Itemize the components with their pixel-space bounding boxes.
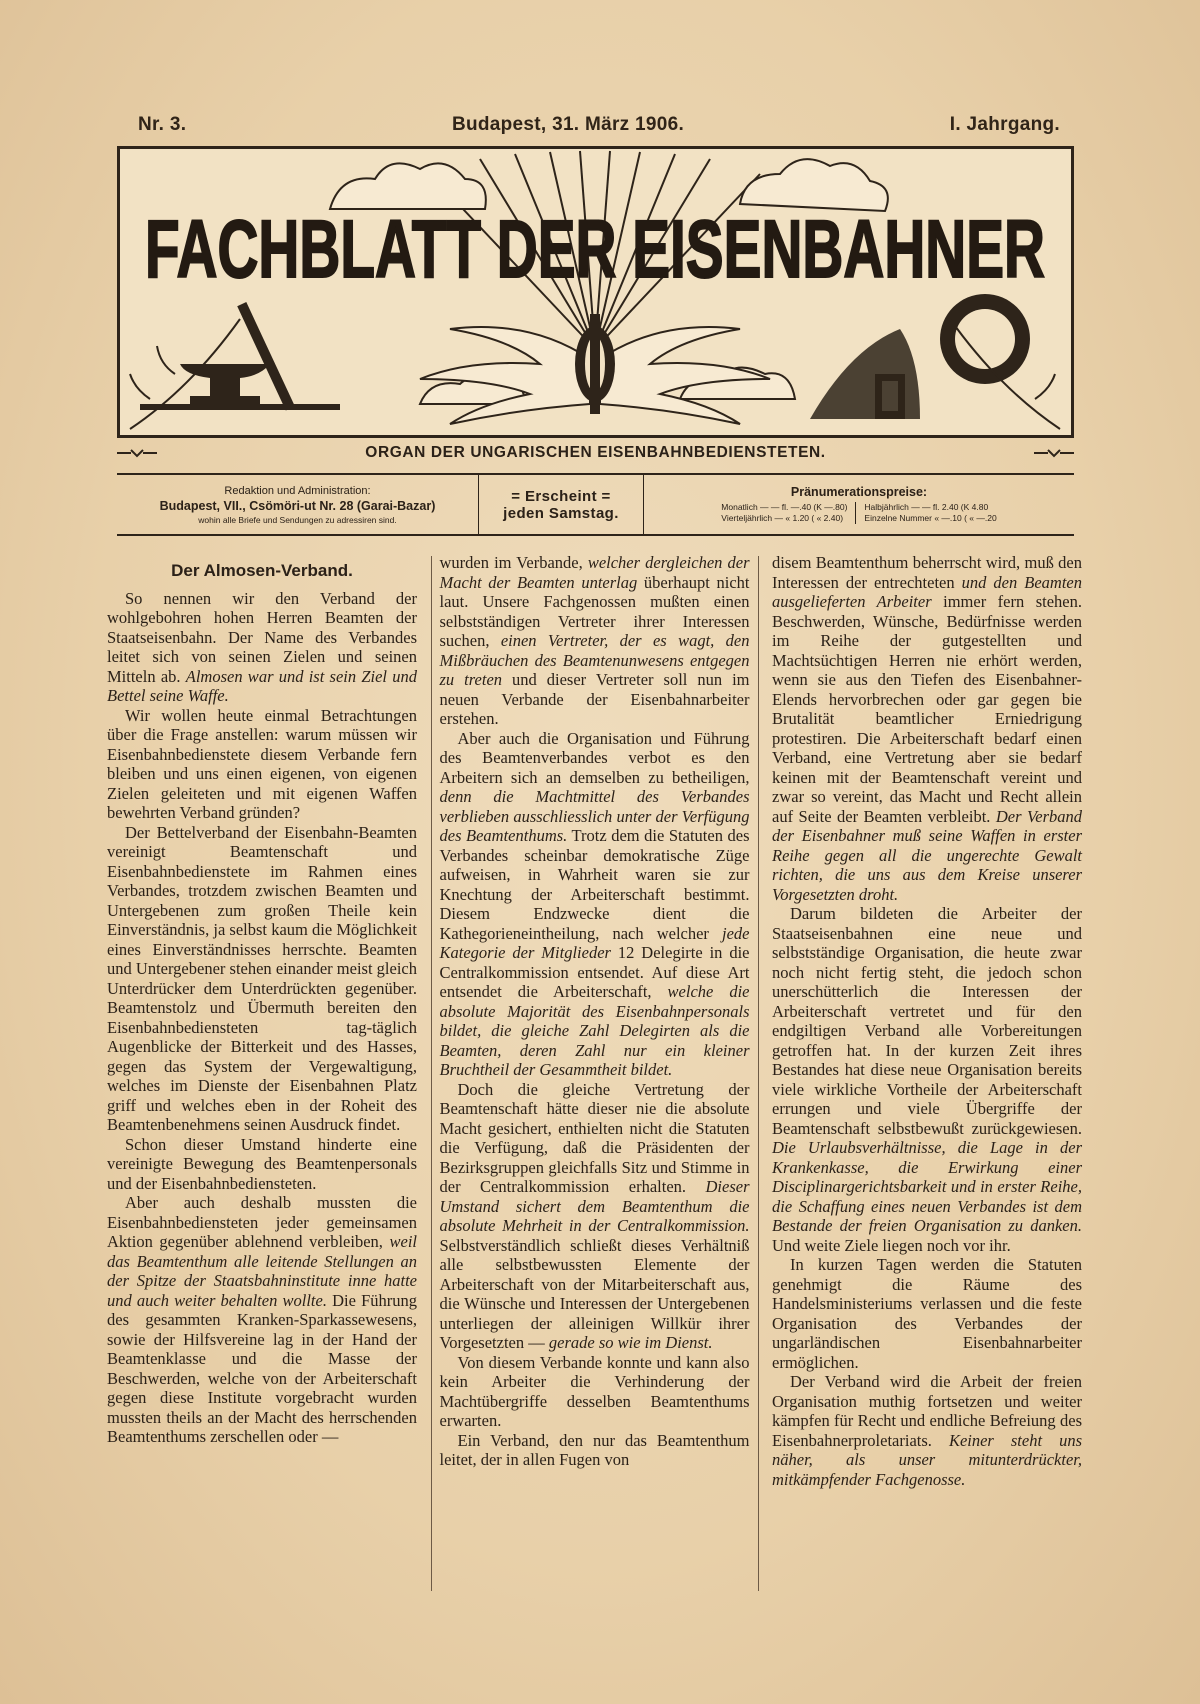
- italic-run: weil das Beamtenthum alle leitende Stellungen an der Spitze der Staatsbahninstitute inne hatte und auch weiter behalten wollte.: [107, 1232, 417, 1310]
- article-paragraph: [107, 706, 417, 823]
- erscheint-line-1: = Erscheint =: [511, 487, 611, 505]
- italic-run: Almosen war und ist sein Ziel und Bettel seine Waffe.: [107, 666, 417, 705]
- article-paragraph: [440, 553, 750, 729]
- price-quarterly: Vierteljährlich — « 1.20 ( « 2.40): [721, 513, 844, 523]
- ornament-left-icon: [117, 448, 157, 458]
- text-run: So nennen wir den Verband der wohlgebohren hohen Herren Beamten der Staatseisenbahn. Der Name des Verbandes leitet sich von seinen Zielen und seinen Mitteln ab.: [107, 588, 417, 686]
- article-paragraph: [772, 1372, 1082, 1489]
- italic-run: Die Urlaubsverhältnisse, die Lage in der Krankenkasse, die Erwirkung einer Disciplinargerichtsbarkeit und in erster Reihe, die Schaffung eines neuen Verbandes ist dem Bestande der freien Organisation zu danken.: [772, 1138, 1082, 1235]
- column-3-body: [772, 553, 1082, 1489]
- redaktion-label: Redaktion und Administration:: [224, 484, 371, 497]
- text-run: Der Bettelverband der Eisenbahn-Beamten vereinigt Beamtenschaft und Eisenbahnbedienstete im Rahmen eines Verbandes, trotzdem zwischen Beamten und Untergebenen zum großen Theile kein Einverständnis, ja selbst kaum die Möglichkeit eines Einverständnisses herrschte. Beamten und Untergebener stehen einander meist gleich Unterdrücker dem Unterdrückten gegenüber. Beamtenstolz und Übermuth bereiten den Eisenbahnbediensteten tag-täglich Augenblicke der Bitterkeit und des Hasses, gegen das System der Vergewaltigung, welches im Dienste der Eisenbahnen Platz griff und welches eben in der Roheit des Beamtenbenehmens seinen Ausdruck findet.: [107, 822, 417, 1134]
- text-run: Doch die gleiche Vertretung der Beamtenschaft hätte dieser nie die absolute Macht gesichert, enthielten nicht die Statuten die Verfügung, daß die Präsidenten der Bezirksgruppen gleichfalls Sitz und Stimme in der Centralkommission erhalten.: [439, 1079, 750, 1196]
- info-box: [117, 473, 1074, 536]
- italic-run: jede Kategorie der Mitglieder: [439, 923, 750, 962]
- article-paragraph: [440, 1353, 750, 1431]
- erscheint-line-2: jeden Samstag.: [503, 504, 619, 522]
- italic-run: gerade so wie im Dienst.: [548, 1333, 713, 1352]
- text-run: Wir wollen heute einmal Betrachtungen über die Frage anstellen: warum müssen wir Eisenbahnbedienstete diesem Verbande fern bleiben und uns einen eigenen, von eigenen Zielen geleiteten und mit eigenen Waffen bewehrten Verband gründen?: [107, 705, 417, 822]
- text-run: Von diesem Verbande konnte und kann also kein Arbeiter die Verhinderung der Machtübergriffe desselben Beamtenthums erwarten.: [439, 1352, 750, 1430]
- sun-disc-icon: [940, 294, 1030, 384]
- masthead-illustration: [117, 146, 1074, 438]
- text-run: wurden im Verbande,: [439, 553, 588, 572]
- price-monthly: Monatlich — — fl. —.40 (K —.80): [721, 502, 848, 512]
- column-1: [107, 553, 417, 1489]
- text-run: Aber auch die Organisation und Führung des Beamtenverbandes verbot es den Arbeitern sich an demselben zu betheiligen,: [439, 728, 750, 787]
- masthead-title: FACHBLATT DER EISENBAHNER: [145, 204, 1045, 295]
- anvil-tools-icon: [140, 302, 340, 410]
- article-paragraph: [772, 553, 1082, 904]
- prices-table: [713, 502, 1004, 524]
- column-2-body: [440, 553, 750, 1470]
- redaktion-cell: [117, 475, 479, 534]
- column-1-body: [107, 589, 417, 1447]
- text-run: und dieser Vertreter soll nun im neuen Verbande der Eisenbahnarbeiter erstehen.: [439, 670, 750, 728]
- winged-wheel-icon: [420, 314, 770, 424]
- article-paragraph: [772, 904, 1082, 1255]
- place-date: Budapest, 31. März 1906.: [451, 114, 685, 135]
- article-paragraph: [107, 589, 417, 706]
- header-line: [138, 114, 1060, 136]
- italic-run: welche die absolute Majorität des Eisenbahnpersonals bildet, die gleiche Zahl Delegirten als die Beamten, deren Zahl nur ein kleiner Bruchtheil der Gesammtheit bildet.: [439, 982, 750, 1079]
- volume: I. Jahrgang.: [949, 114, 1060, 135]
- lantern-icon: [810, 329, 920, 419]
- masthead-artwork: [120, 149, 1071, 435]
- text-run: 12 Delegirte in die Centralkommission entsendet. Auf diese Art entsendet die Arbeiterschaft,: [439, 943, 750, 1001]
- article-paragraph: [440, 1080, 750, 1353]
- italic-run: Keiner steht uns näher, als unser mitunterdrückter, mitkämpfender Fachgenosse.: [772, 1430, 1082, 1489]
- organ-line: [117, 444, 1074, 462]
- text-run: Schon dieser Umstand hinderte eine vereinigte Bewegung des Beamtenpersonals und der Eisenbahnbediensteten.: [107, 1134, 417, 1193]
- issue-number: Nr. 3.: [138, 114, 187, 135]
- redaktion-address: Budapest, VII., Csömöri-ut Nr. 28 (Garai-Bazar): [159, 498, 436, 513]
- text-run: Aber auch deshalb mussten die Eisenbahnbediensteten jeder gemeinsamen Aktion gegenüber ablehnend verbleiben,: [107, 1193, 417, 1251]
- organ-text: ORGAN DER UNGARISCHEN EISENBAHNBEDIENSTETEN.: [365, 444, 826, 461]
- price-halfyear: Halbjährlich — — fl. 2.40 (K 4.80: [864, 502, 989, 512]
- text-run: Ein Verband, den nur das Beamtenthum leitet, der in allen Fugen von: [439, 1430, 750, 1469]
- text-run: überhaupt nicht laut. Unsere Fachgenossen mußten einen selbstständigen Vertreter ihrer Interessen suchen,: [439, 572, 750, 650]
- redaktion-note: wohin alle Briefe und Sendungen zu adressiren sind.: [198, 514, 397, 525]
- italic-run: und den Beamten ausgelieferten Arbeiter: [772, 572, 1082, 611]
- ornament-right-icon: [1034, 448, 1074, 458]
- text-run: Darum bildeten die Arbeiter der Staatseisenbahnen eine neue und selbstständige Organisation, die heute zwar noch nicht fertig steht, die jedoch schon unerschütterlich die Interessen der Arbeiterschaft vertretet und für den endgiltigen Verband alle Vorbereitungen getroffen hat. In der kurzen Zeit ihres Bestandes hat diese neue Organisation bereits viele wirkliche Vortheile der Arbeiterschaft errungen und viele Übergriffe der Beamtenschaft selbstbewußt zurückgewiesen.: [772, 904, 1082, 1138]
- text-run: disem Beamtenthum beherrscht wird, muß den Interessen der entrechteten: [772, 553, 1082, 592]
- prices-title: Pränumerationspreise:: [790, 485, 928, 499]
- italic-run: welcher dergleichen der Macht der Beamten unterlag: [439, 553, 750, 592]
- text-run: Der Verband wird die Arbeit der freien Organisation muthig fortsetzen und weiter kämpfen für Recht und endliche Befreiung des Eisenbahnerproletariats.: [772, 1372, 1082, 1450]
- text-run: Selbstverständlich schließt dieses Verhältniß alle selbstbewussten Elemente der Arbeiterschaft von der Mitarbeiterschaft aus, die Wünsche und Interessen der Untergebenen unterliegen der alleinigen Willkür ihrer Vorgesetzten —: [439, 1235, 750, 1352]
- italic-run: Der Verband der Eisenbahner muß seine Waffen in erster Reihe gegen all die ungerechte Gewalt richten, die uns aus dem Kreise unserer Vorgesetzten droht.: [772, 806, 1082, 904]
- text-run: In kurzen Tagen werden die Statuten genehmigt die Räume des Handelsministeriums verlassen und die feste Organisation des Verbandes der ungarländischen Eisenbahnarbeiter ermöglichen.: [772, 1255, 1082, 1372]
- article-paragraph: [107, 1193, 417, 1447]
- prices-cell: [644, 475, 1074, 534]
- article-paragraph: [440, 1431, 750, 1470]
- italic-run: einen Vertreter, der es wagt, den Mißbräuchen des Beamtenunwesens entgegen zu treten: [439, 631, 750, 689]
- price-single: Einzelne Nummer « —.10 ( « —.20: [864, 513, 997, 523]
- column-2: [440, 553, 750, 1489]
- article-paragraph: [107, 1135, 417, 1194]
- italic-run: denn die Machtmittel des Verbandes verblieben ausschliesslich unter der Verfügung des Beamtenthums.: [439, 787, 750, 845]
- article-columns: [107, 553, 1082, 1489]
- article-paragraph: [440, 729, 750, 1080]
- italic-run: Dieser Umstand sichert dem Beamtenthum die absolute Mehrheit in der Centralkommission.: [439, 1177, 750, 1235]
- text-run: Und weite Ziele liegen noch vor ihr.: [772, 1235, 1011, 1255]
- article-title: Der Almosen-Verband.: [171, 561, 353, 580]
- erscheint-cell: [479, 475, 644, 534]
- article-paragraph: [107, 823, 417, 1135]
- article-paragraph: [772, 1255, 1082, 1372]
- text-run: immer fern stehen. Beschwerden, Wünsche, Bedürfnisse werden im Reihe der gutgestellten und Machtsüchtigen Herren nie erhört werden, wenn sie aus den Tiefen des Eisenbahner-Elends hervorbrechen oder gar gegen bie Brutalität beamtlicher Erniedrigung protestiren. Die Arbeiterschaft bedarf einen Verband, eine Vertretung aber sie bedarf keinen mit der Beamtenschaft vereint und zwar so vereint, das Macht und Recht allein auf Seite der Beamten verbleibt.: [772, 592, 1082, 826]
- text-run: Trotz dem die Statuten des Verbandes scheinbar demokratische Züge aufweisen, in Wahrheit waren sie zur Knechtung der Arbeiterschaft bestimmt. Diesem Endzwecke dient die Kathegorieneintheilung, nach welcher: [439, 826, 750, 943]
- column-3: [772, 553, 1082, 1489]
- text-run: Die Führung des gesammten Kranken-Sparkassewesens, sowie der Hilfsvereine lag in der Hand der Beamtenklasse und die Masse der Beschwerden, welche von der Arbeiterschaft gegen diese Institute vorgebracht wurden mussten theils an der Macht des herrschenden Beamtenthums zerschellen oder —: [107, 1290, 417, 1446]
